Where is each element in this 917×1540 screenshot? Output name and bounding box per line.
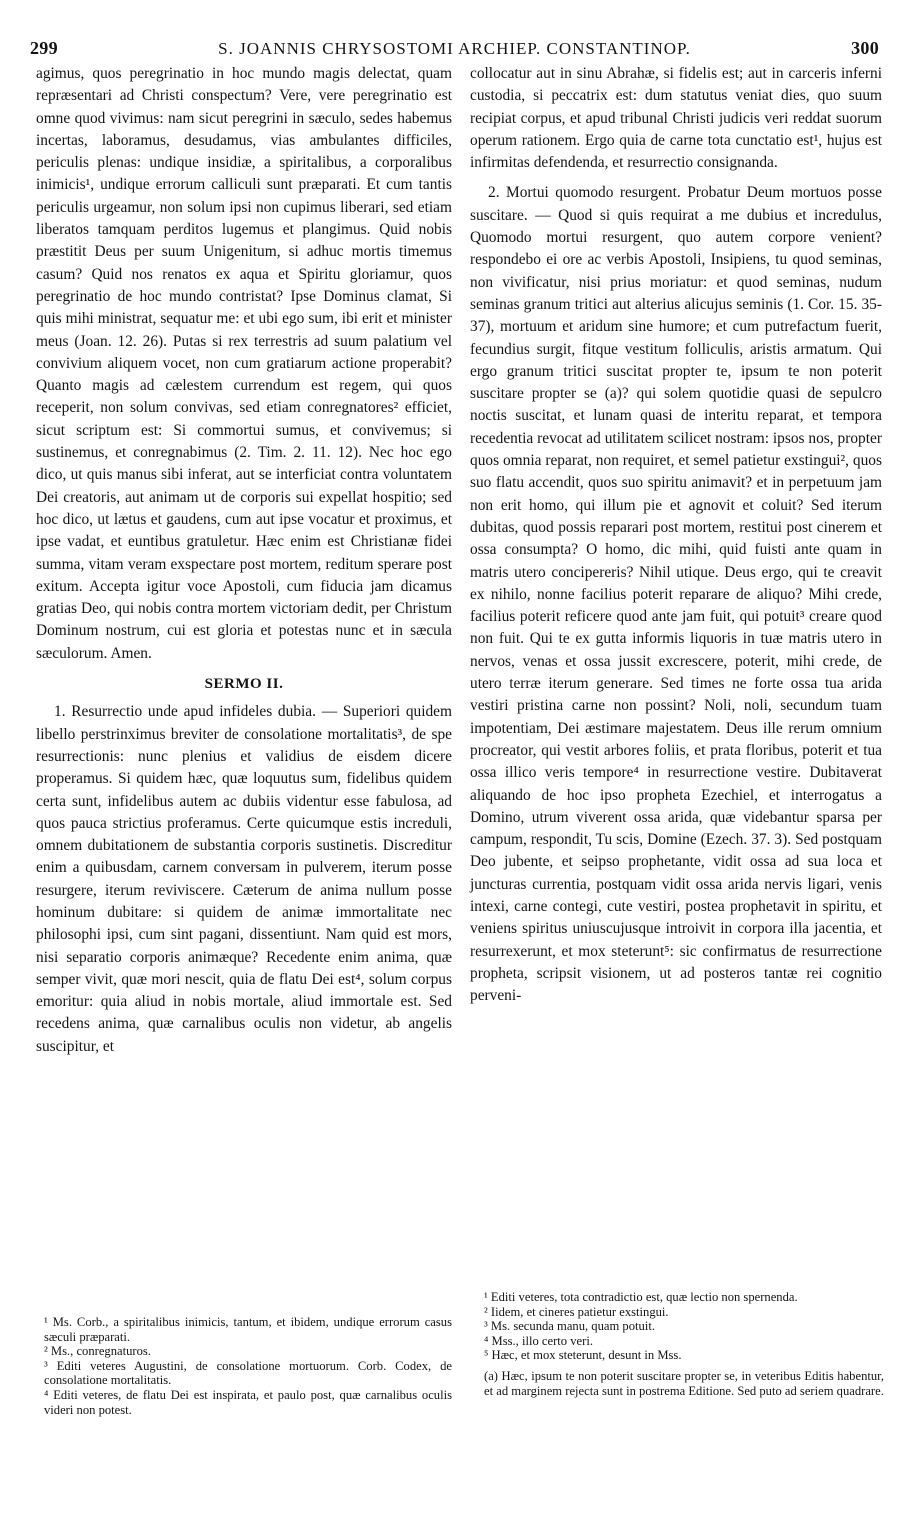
footnote: ⁴ Mss., illo certo veri. (484, 1333, 593, 1348)
running-title: S. JOANNIS CHRYSOSTOMI ARCHIEP. CONSTANTINOP. (218, 39, 691, 58)
footnote: ³ Ms. secunda manu, quam potuit. (484, 1319, 655, 1334)
footnotes-right (484, 1290, 884, 1398)
running-header (30, 38, 879, 60)
left-page-number: 299 (30, 38, 58, 58)
footnote: ³ Editi veteres Augustini, de consolatione mortuorum. Corb. Codex, de consolatione mortalitatis. (44, 1358, 452, 1388)
body-paragraph: 1. Resurrectio unde apud infideles dubia. — Superiori quidem libello perstrinximus breviter de consolatione mortalitatis³, de spe resurrectionis: nunc plenius et validius de eisdem dicere properamus. Si quidem hæc, quæ loquutus sum, fidelibus quidem certa sunt, infidelibus autem ac dubiis videntur esse fabulosa, ad quos pauca strictius proferamus. Certe quicumque estis increduli, omnem dubitationem de substantia corporis sustinetis. Discreditur enim a quibusdam, carnem conversam in pulverem, iterum posse resurgere, iterum reviviscere. Cæterum de anima nullum posse hominum dubitare: si quidem de animæ immortalitate nec philosophi ipsi, cum sint pagani, dissentiunt. Nam quid est mors, nisi separatio corporis animæque? Recedente enim anima, quæ semper vivit, quæ mori nescit, quia de flatu Dei est⁴, solum corpus emoritur: quia aliud in nobis mortale, aliud immortale est. Sed recedens anima, quæ carnalibus oculis non videtur, ab angelis suscipitur, et (36, 703, 452, 1055)
footnote: ¹ Editi veteres, tota contradictio est, quæ lectio non spernenda. (484, 1290, 798, 1304)
right-page-number: 300 (851, 38, 879, 58)
body-paragraph: agimus, quos peregrinatio in hoc mundo magis delectat, quam repræsentari ad Christi conspectum? Vere, vere peregrinatio est omne quod vivimus: nam sicut peregrini in sæculo, sedes habemus incertas, laboramus, desudamus, vias ambulantes difficiles, periculis plenas: undique insidiæ, a spiritalibus, a corporalibus inimicis¹, undique errorum calliculi sunt præparati. Et cum tantis periculis urgeamur, non solum ipsi non cupimus liberari, sed etiam liberatos tamquam perditos lugemus et plangimus. Quid nobis præstitit Deus per suum Unigenitum, si adhuc mortis timemus casum? Quid nos renatos ex aqua et Spiritu gloriamur, quos peregrinatio de hoc mundo contristat? Ipse Dominus clamat, Si quis mihi ministrat, sequatur me: et ubi ego sum, ibi erit et minister meus (Joan. 12. 26). Putas si rex terrestris ad suum palatium vel convivium aliquem vocet, non cum gratiarum actione properabit? Quanto magis ad cælestem currendum est regem, qui quos receperit, non solum convivas, sed etiam conregnatores² efficiet, sicut scriptum est: Si commortui sumus, et convivemus; si sustinemus, et conregnabimus (2. Tim. 2. 11. 12). Nec hoc ego dico, ut quis manus sibi inferat, aut se interficiat contra voluntatem Dei creatoris, aut animam ut de corporis sui expellat hospitio; sed hoc dico, ut lætus et gaudens, cum aut ipse vocatur et proximus, et ipse vadat, et euntibus gratuletur. Hæc enim est Christianæ fidei summa, vitam veram exspectare post mortem, reditum sperare post exitum. Accepta igitur voce Apostoli, cum fiducia jam dicamus gratias Deo, qui nobis contra mortem victoriam dedit, per Christum Dominum nostrum, cui est gloria et potestas nunc et in sæcula sæculorum. Amen. (36, 65, 452, 662)
body-paragraph: collocatur aut in sinu Abrahæ, si fidelis est; aut in carceris inferni custodia, si peccatrix est: dum statutus veniat dies, quo suum recipiat corpus, et apud tribunal Christi judicis veri reddat suorum operum rationem. Ergo quia de carne tota cunctatio est¹, hujus est infirmitas defendenda, et resurrectio consignanda. (470, 65, 882, 172)
footnote: ⁵ Hæc, et mox steterunt, desunt in Mss. (484, 1348, 682, 1363)
footnote: ¹ Ms. Corb., a spiritalibus inimicis, tantum, et ibidem, undique errorum casus sæculi præparati. (44, 1315, 452, 1344)
footnote: ⁴ Editi veteres, de flatu Dei est inspirata, et paulo post, quæ carnalibus oculis videri non potest. (44, 1387, 452, 1417)
section-heading: SERMO II. (204, 676, 284, 693)
footnote: ² Iidem, et cineres patietur exstingui. (484, 1304, 669, 1319)
right-column (470, 63, 882, 1007)
editor-note: (a) Hæc, ipsum te non poterit suscitare propter se, in veteribus Editis habentur, et ad marginem rejecta sunt in postrema Editione. Sed puto ad seriem quadrare. (484, 1368, 884, 1398)
footnote: ² Ms., conregnaturos. (44, 1344, 151, 1359)
body-paragraph: 2. Mortui quomodo resurgent. Probatur Deum mortuos posse suscitare. — Quod si quis requirat a me dubius et incredulus, Quomodo mortui resurgent, quo autem corpore venient? respondebo ei ore ac verbis Apostoli, Insipiens, tu quod seminas, non vivificatur, nisi prius moriatur: et quod seminas, nudum seminas granum tritici aut alterius alicujus seminis (1. Cor. 15. 35-37), mortuum et aridum sine humore; et cum putrefactum fuerit, fecundius surgit, fitque vestitum folliculis, aristis armatum. Qui ergo granum tritici suscitat propter te, ipsum te non poterit suscitare propter se (a)? qui solem quotidie quasi de sepulcro noctis suscitat, et lunam quasi de interitu reparat, et tempora recedentia revocat ad utilitatem scilicet nostram: ipsos nos, propter quos omnia reparat, non requiret, et semel patietur exstingui², quos suo flatu accendit, quos suo spiritu animavit? et in perpetuum jam non erit homo, qui illum pie et agnovit et coluit? Sed iterum dubitas, quod possis reparari post mortem, restitui post cinerem et ossa consumpta? O homo, dic mihi, quid fuisti ante quam in matris utero concipereris? Nihil utique. Deus ergo, qui te creavit ex nihilo, nonne facilius poterit reparare de aliquo? Mihi crede, facilius poterit reficere quod ante jam fuit, qui potuit³ creare quod non fuit. Qui te ex gutta informis liquoris in tuæ matris utero in nervos, venas et ossa jussit excrescere, poterit, mihi crede, de utero terræ iterum generare. Sed times ne forte ossa tua arida vestiri pristina carne non possint? Noli, noli, secundum tuam impotentiam, Dei æstimare majestatem. Deus ille rerum omnium procreator, qui vestit arbores foliis, et prata floribus, poterit et tua ossa illico veris tempore⁴ in resurrectione vestire. Dubitaverat aliquando de hoc ipso propheta Ezechiel, et interrogatus a Domino, utrum viverent ossa arida, quæ videbantur sparsa per campum, respondit, Tu scis, Domine (Ezech. 37. 3). Sed postquam Deo jubente, et seipso prophetante, vidit ossa ad sua loca et juncturas currentia, postquam vidit ossa arida nervis ligari, venis intexi, carne contegi, cute vestiri, postea prophetavit in spiritu, et veniens spiritus uniuscujusque introivit in corpora illa jacentia, et resurrexerunt, et mox steterunt⁵: sic confirmatus de resurrectione propheta, scripsit visionem, ut ad posteros tantæ rei cognitio perveni- (470, 184, 882, 1005)
footnotes-left (44, 1315, 452, 1417)
left-column (36, 63, 452, 1058)
